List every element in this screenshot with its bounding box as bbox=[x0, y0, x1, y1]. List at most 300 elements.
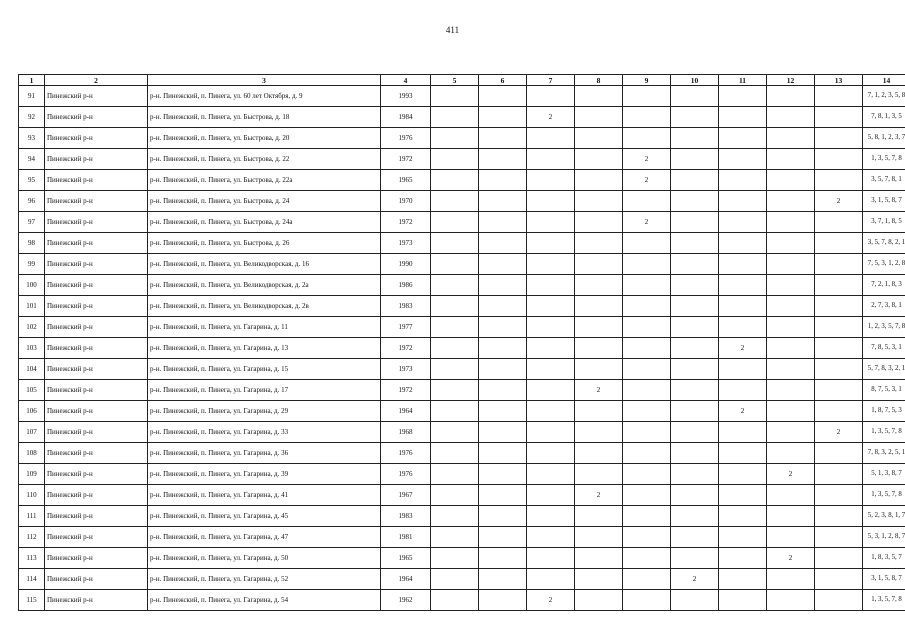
row-number: 107 bbox=[19, 422, 45, 443]
mark-cell-col-6 bbox=[479, 401, 527, 422]
mark-cell-col-10 bbox=[671, 359, 719, 380]
year-cell: 1965 bbox=[381, 170, 431, 191]
year-cell: 1962 bbox=[381, 590, 431, 611]
mark-cell-col-7 bbox=[527, 170, 575, 191]
mark-cell-col-12 bbox=[767, 107, 815, 128]
mark-cell-col-6 bbox=[479, 212, 527, 233]
mark-cell-col-8 bbox=[575, 128, 623, 149]
sequence-cell: 3, 5, 7, 8, 1 bbox=[863, 170, 905, 191]
mark-cell-col-5 bbox=[431, 275, 479, 296]
mark-cell-col-10 bbox=[671, 254, 719, 275]
table-row bbox=[19, 128, 905, 149]
table-row bbox=[19, 464, 905, 485]
table-row bbox=[19, 296, 905, 317]
table-row bbox=[19, 401, 905, 422]
mark-cell-col-11 bbox=[719, 86, 767, 107]
mark-cell-col-6 bbox=[479, 128, 527, 149]
mark-cell-col-9 bbox=[623, 590, 671, 611]
address-cell: р-н. Пинежский, п. Пинега, ул. Гагарина, д. 47 bbox=[148, 527, 381, 548]
table-row bbox=[19, 86, 905, 107]
sequence-cell: 1, 2, 3, 5, 7, 8 bbox=[863, 317, 905, 338]
mark-cell-col-7 bbox=[527, 296, 575, 317]
mark-cell-col-9 bbox=[623, 128, 671, 149]
table-row bbox=[19, 149, 905, 170]
address-cell: р-н. Пинежский, п. Пинега, ул. Быстрова, д. 24а bbox=[148, 212, 381, 233]
district-cell: Пинежский р-н bbox=[45, 254, 148, 275]
table-row bbox=[19, 506, 905, 527]
mark-cell-col-9 bbox=[623, 107, 671, 128]
mark-cell-col-13 bbox=[815, 527, 863, 548]
mark-cell-col-10 bbox=[671, 443, 719, 464]
year-cell: 1972 bbox=[381, 380, 431, 401]
mark-cell-col-10 bbox=[671, 212, 719, 233]
district-cell: Пинежский р-н bbox=[45, 359, 148, 380]
mark-cell-col-12 bbox=[767, 86, 815, 107]
mark-cell-col-9 bbox=[623, 359, 671, 380]
column-header-6: 6 bbox=[479, 75, 527, 86]
mark-cell-col-8 bbox=[575, 212, 623, 233]
mark-cell-col-12 bbox=[767, 275, 815, 296]
mark-cell-col-13: 2 bbox=[815, 422, 863, 443]
mark-cell-col-8 bbox=[575, 107, 623, 128]
district-cell: Пинежский р-н bbox=[45, 170, 148, 191]
mark-cell-col-13 bbox=[815, 170, 863, 191]
mark-cell-col-5 bbox=[431, 317, 479, 338]
mark-cell-col-6 bbox=[479, 380, 527, 401]
mark-cell-col-13 bbox=[815, 212, 863, 233]
sequence-cell: 7, 8, 3, 2, 5, 1 bbox=[863, 443, 905, 464]
mark-cell-col-5 bbox=[431, 464, 479, 485]
mark-cell-col-6 bbox=[479, 338, 527, 359]
mark-cell-col-7 bbox=[527, 275, 575, 296]
mark-cell-col-13 bbox=[815, 275, 863, 296]
column-header-1: 1 bbox=[19, 75, 45, 86]
column-header-11: 11 bbox=[719, 75, 767, 86]
sequence-cell: 5, 1, 3, 8, 7 bbox=[863, 464, 905, 485]
sequence-cell: 1, 3, 5, 7, 8 bbox=[863, 485, 905, 506]
mark-cell-col-12 bbox=[767, 359, 815, 380]
mark-cell-col-10 bbox=[671, 170, 719, 191]
year-cell: 1983 bbox=[381, 296, 431, 317]
address-cell: р-н. Пинежский, п. Пинега, ул. Быстрова, д. 20 bbox=[148, 128, 381, 149]
mark-cell-col-10 bbox=[671, 422, 719, 443]
mark-cell-col-12 bbox=[767, 527, 815, 548]
mark-cell-col-8 bbox=[575, 149, 623, 170]
mark-cell-col-11 bbox=[719, 380, 767, 401]
mark-cell-col-10 bbox=[671, 338, 719, 359]
mark-cell-col-6 bbox=[479, 170, 527, 191]
district-cell: Пинежский р-н bbox=[45, 443, 148, 464]
district-cell: Пинежский р-н bbox=[45, 338, 148, 359]
mark-cell-col-11 bbox=[719, 569, 767, 590]
row-number: 111 bbox=[19, 506, 45, 527]
mark-cell-col-7 bbox=[527, 569, 575, 590]
mark-cell-col-9: 2 bbox=[623, 212, 671, 233]
mark-cell-col-10 bbox=[671, 548, 719, 569]
mark-cell-col-7: 2 bbox=[527, 590, 575, 611]
table-row bbox=[19, 359, 905, 380]
row-number: 100 bbox=[19, 275, 45, 296]
sequence-cell: 3, 5, 7, 8, 2, 1 bbox=[863, 233, 905, 254]
mark-cell-col-8 bbox=[575, 590, 623, 611]
year-cell: 1973 bbox=[381, 359, 431, 380]
mark-cell-col-8 bbox=[575, 401, 623, 422]
mark-cell-col-11: 2 bbox=[719, 338, 767, 359]
mark-cell-col-6 bbox=[479, 296, 527, 317]
mark-cell-col-7 bbox=[527, 191, 575, 212]
mark-cell-col-7 bbox=[527, 317, 575, 338]
mark-cell-col-5 bbox=[431, 338, 479, 359]
mark-cell-col-10 bbox=[671, 464, 719, 485]
mark-cell-col-9 bbox=[623, 338, 671, 359]
table-row bbox=[19, 191, 905, 212]
address-cell: р-н. Пинежский, п. Пинега, ул. Гагарина, д. 29 bbox=[148, 401, 381, 422]
mark-cell-col-5 bbox=[431, 506, 479, 527]
address-cell: р-н. Пинежский, п. Пинега, ул. Великодворская, д. 16 bbox=[148, 254, 381, 275]
mark-cell-col-9: 2 bbox=[623, 149, 671, 170]
row-number: 109 bbox=[19, 464, 45, 485]
mark-cell-col-9 bbox=[623, 380, 671, 401]
row-number: 94 bbox=[19, 149, 45, 170]
mark-cell-col-10 bbox=[671, 485, 719, 506]
mark-cell-col-11 bbox=[719, 359, 767, 380]
row-number: 98 bbox=[19, 233, 45, 254]
mark-cell-col-5 bbox=[431, 233, 479, 254]
address-cell: р-н. Пинежский, п. Пинега, ул. Гагарина, д. 11 bbox=[148, 317, 381, 338]
mark-cell-col-5 bbox=[431, 191, 479, 212]
mark-cell-col-8 bbox=[575, 422, 623, 443]
row-number: 113 bbox=[19, 548, 45, 569]
mark-cell-col-6 bbox=[479, 569, 527, 590]
mark-cell-col-10 bbox=[671, 149, 719, 170]
mark-cell-col-10 bbox=[671, 275, 719, 296]
year-cell: 1968 bbox=[381, 422, 431, 443]
address-cell: р-н. Пинежский, п. Пинега, ул. Гагарина, д. 41 bbox=[148, 485, 381, 506]
mark-cell-col-7 bbox=[527, 149, 575, 170]
mark-cell-col-13 bbox=[815, 233, 863, 254]
column-header-5: 5 bbox=[431, 75, 479, 86]
address-cell: р-н. Пинежский, п. Пинега, ул. Гагарина, д. 36 bbox=[148, 443, 381, 464]
mark-cell-col-12 bbox=[767, 317, 815, 338]
table-row bbox=[19, 254, 905, 275]
mark-cell-col-5 bbox=[431, 443, 479, 464]
mark-cell-col-8: 2 bbox=[575, 380, 623, 401]
mark-cell-col-9: 2 bbox=[623, 170, 671, 191]
mark-cell-col-10 bbox=[671, 86, 719, 107]
mark-cell-col-9 bbox=[623, 569, 671, 590]
mark-cell-col-9 bbox=[623, 275, 671, 296]
table-row bbox=[19, 380, 905, 401]
address-cell: р-н. Пинежский, п. Пинега, ул. Гагарина, д. 33 bbox=[148, 422, 381, 443]
address-cell: р-н. Пинежский, п. Пинега, ул. Гагарина, д. 52 bbox=[148, 569, 381, 590]
year-cell: 1976 bbox=[381, 128, 431, 149]
mark-cell-col-12: 2 bbox=[767, 464, 815, 485]
mark-cell-col-11 bbox=[719, 506, 767, 527]
mark-cell-col-10 bbox=[671, 107, 719, 128]
year-cell: 1964 bbox=[381, 401, 431, 422]
address-cell: р-н. Пинежский, п. Пинега, ул. Великодворская, д. 2в bbox=[148, 296, 381, 317]
mark-cell-col-12 bbox=[767, 149, 815, 170]
mark-cell-col-11 bbox=[719, 107, 767, 128]
sequence-cell: 8, 7, 5, 3, 1 bbox=[863, 380, 905, 401]
mark-cell-col-12 bbox=[767, 422, 815, 443]
mark-cell-col-9 bbox=[623, 317, 671, 338]
address-cell: р-н. Пинежский, п. Пинега, ул. Гагарина, д. 39 bbox=[148, 464, 381, 485]
mark-cell-col-10: 2 bbox=[671, 569, 719, 590]
mark-cell-col-13 bbox=[815, 296, 863, 317]
mark-cell-col-5 bbox=[431, 212, 479, 233]
district-cell: Пинежский р-н bbox=[45, 296, 148, 317]
column-header-7: 7 bbox=[527, 75, 575, 86]
district-cell: Пинежский р-н bbox=[45, 569, 148, 590]
table-row bbox=[19, 233, 905, 254]
column-header-12: 12 bbox=[767, 75, 815, 86]
mark-cell-col-8: 2 bbox=[575, 485, 623, 506]
row-number: 102 bbox=[19, 317, 45, 338]
mark-cell-col-7 bbox=[527, 401, 575, 422]
mark-cell-col-10 bbox=[671, 380, 719, 401]
row-number: 110 bbox=[19, 485, 45, 506]
row-number: 103 bbox=[19, 338, 45, 359]
mark-cell-col-13 bbox=[815, 338, 863, 359]
mark-cell-col-7 bbox=[527, 212, 575, 233]
mark-cell-col-13 bbox=[815, 548, 863, 569]
mark-cell-col-8 bbox=[575, 254, 623, 275]
mark-cell-col-8 bbox=[575, 275, 623, 296]
mark-cell-col-5 bbox=[431, 128, 479, 149]
mark-cell-col-5 bbox=[431, 527, 479, 548]
year-cell: 1981 bbox=[381, 527, 431, 548]
table-body bbox=[19, 86, 905, 611]
district-cell: Пинежский р-н bbox=[45, 380, 148, 401]
mark-cell-col-11 bbox=[719, 527, 767, 548]
mark-cell-col-6 bbox=[479, 506, 527, 527]
sequence-cell: 1, 8, 3, 5, 7 bbox=[863, 548, 905, 569]
mark-cell-col-10 bbox=[671, 296, 719, 317]
mark-cell-col-11 bbox=[719, 149, 767, 170]
mark-cell-col-8 bbox=[575, 296, 623, 317]
mark-cell-col-5 bbox=[431, 254, 479, 275]
mark-cell-col-8 bbox=[575, 548, 623, 569]
mark-cell-col-12: 2 bbox=[767, 548, 815, 569]
mark-cell-col-10 bbox=[671, 401, 719, 422]
mark-cell-col-6 bbox=[479, 464, 527, 485]
mark-cell-col-5 bbox=[431, 485, 479, 506]
mark-cell-col-9 bbox=[623, 296, 671, 317]
table-row bbox=[19, 569, 905, 590]
row-number: 91 bbox=[19, 86, 45, 107]
year-cell: 1965 bbox=[381, 548, 431, 569]
mark-cell-col-11 bbox=[719, 275, 767, 296]
mark-cell-col-11 bbox=[719, 422, 767, 443]
mark-cell-col-11 bbox=[719, 464, 767, 485]
mark-cell-col-8 bbox=[575, 317, 623, 338]
mark-cell-col-8 bbox=[575, 443, 623, 464]
mark-cell-col-11 bbox=[719, 212, 767, 233]
mark-cell-col-5 bbox=[431, 569, 479, 590]
mark-cell-col-5 bbox=[431, 401, 479, 422]
sequence-cell: 7, 1, 2, 3, 5, 8 bbox=[863, 86, 905, 107]
table-row bbox=[19, 170, 905, 191]
table-row bbox=[19, 275, 905, 296]
table-row bbox=[19, 107, 905, 128]
address-cell: р-н. Пинежский, п. Пинега, ул. Гагарина, д. 13 bbox=[148, 338, 381, 359]
mark-cell-col-7 bbox=[527, 443, 575, 464]
mark-cell-col-13 bbox=[815, 359, 863, 380]
mark-cell-col-13: 2 bbox=[815, 191, 863, 212]
district-cell: Пинежский р-н bbox=[45, 464, 148, 485]
mark-cell-col-5 bbox=[431, 107, 479, 128]
column-header-8: 8 bbox=[575, 75, 623, 86]
sequence-cell: 7, 5, 3, 1, 2, 8 bbox=[863, 254, 905, 275]
mark-cell-col-12 bbox=[767, 401, 815, 422]
sequence-cell: 3, 7, 1, 8, 5 bbox=[863, 212, 905, 233]
sequence-cell: 5, 7, 8, 3, 2, 1 bbox=[863, 359, 905, 380]
mark-cell-col-5 bbox=[431, 422, 479, 443]
mark-cell-col-9 bbox=[623, 548, 671, 569]
mark-cell-col-7 bbox=[527, 548, 575, 569]
mark-cell-col-11 bbox=[719, 233, 767, 254]
mark-cell-col-7 bbox=[527, 464, 575, 485]
mark-cell-col-11 bbox=[719, 296, 767, 317]
mark-cell-col-13 bbox=[815, 569, 863, 590]
mark-cell-col-13 bbox=[815, 86, 863, 107]
address-cell: р-н. Пинежский, п. Пинега, ул. Быстрова, д. 22 bbox=[148, 149, 381, 170]
mark-cell-col-12 bbox=[767, 296, 815, 317]
register-table bbox=[18, 74, 905, 611]
column-header-10: 10 bbox=[671, 75, 719, 86]
mark-cell-col-11 bbox=[719, 548, 767, 569]
mark-cell-col-13 bbox=[815, 590, 863, 611]
mark-cell-col-6 bbox=[479, 191, 527, 212]
mark-cell-col-7 bbox=[527, 233, 575, 254]
mark-cell-col-6 bbox=[479, 107, 527, 128]
sequence-cell: 3, 1, 5, 8, 7 bbox=[863, 191, 905, 212]
address-cell: р-н. Пинежский, п. Пинега, ул. 60 лет Октября, д. 9 bbox=[148, 86, 381, 107]
row-number: 115 bbox=[19, 590, 45, 611]
district-cell: Пинежский р-н bbox=[45, 527, 148, 548]
year-cell: 1993 bbox=[381, 86, 431, 107]
mark-cell-col-11 bbox=[719, 443, 767, 464]
mark-cell-col-7 bbox=[527, 527, 575, 548]
mark-cell-col-7 bbox=[527, 86, 575, 107]
address-cell: р-н. Пинежский, п. Пинега, ул. Великодворская, д. 2а bbox=[148, 275, 381, 296]
mark-cell-col-12 bbox=[767, 191, 815, 212]
district-cell: Пинежский р-н bbox=[45, 128, 148, 149]
mark-cell-col-6 bbox=[479, 590, 527, 611]
table-row bbox=[19, 443, 905, 464]
year-cell: 1976 bbox=[381, 464, 431, 485]
sequence-cell: 1, 3, 5, 7, 8 bbox=[863, 590, 905, 611]
year-cell: 1967 bbox=[381, 485, 431, 506]
mark-cell-col-6 bbox=[479, 422, 527, 443]
mark-cell-col-12 bbox=[767, 569, 815, 590]
mark-cell-col-12 bbox=[767, 380, 815, 401]
district-cell: Пинежский р-н bbox=[45, 317, 148, 338]
mark-cell-col-10 bbox=[671, 128, 719, 149]
row-number: 106 bbox=[19, 401, 45, 422]
header-row bbox=[19, 75, 905, 86]
mark-cell-col-6 bbox=[479, 527, 527, 548]
mark-cell-col-9 bbox=[623, 485, 671, 506]
sequence-cell: 2, 7, 3, 8, 1 bbox=[863, 296, 905, 317]
mark-cell-col-11 bbox=[719, 170, 767, 191]
mark-cell-col-8 bbox=[575, 338, 623, 359]
mark-cell-col-11 bbox=[719, 590, 767, 611]
row-number: 114 bbox=[19, 569, 45, 590]
mark-cell-col-7 bbox=[527, 359, 575, 380]
row-number: 95 bbox=[19, 170, 45, 191]
mark-cell-col-13 bbox=[815, 485, 863, 506]
mark-cell-col-9 bbox=[623, 191, 671, 212]
year-cell: 1973 bbox=[381, 233, 431, 254]
mark-cell-col-6 bbox=[479, 275, 527, 296]
mark-cell-col-13 bbox=[815, 128, 863, 149]
mark-cell-col-13 bbox=[815, 317, 863, 338]
mark-cell-col-7 bbox=[527, 128, 575, 149]
mark-cell-col-9 bbox=[623, 464, 671, 485]
mark-cell-col-9 bbox=[623, 254, 671, 275]
mark-cell-col-5 bbox=[431, 380, 479, 401]
address-cell: р-н. Пинежский, п. Пинега, ул. Быстрова, д. 26 bbox=[148, 233, 381, 254]
column-header-9: 9 bbox=[623, 75, 671, 86]
mark-cell-col-7 bbox=[527, 254, 575, 275]
mark-cell-col-6 bbox=[479, 317, 527, 338]
mark-cell-col-11 bbox=[719, 254, 767, 275]
sequence-cell: 5, 2, 3, 8, 1, 7 bbox=[863, 506, 905, 527]
year-cell: 1983 bbox=[381, 506, 431, 527]
table-row bbox=[19, 527, 905, 548]
mark-cell-col-13 bbox=[815, 401, 863, 422]
mark-cell-col-5 bbox=[431, 86, 479, 107]
mark-cell-col-6 bbox=[479, 359, 527, 380]
year-cell: 1984 bbox=[381, 107, 431, 128]
mark-cell-col-12 bbox=[767, 443, 815, 464]
mark-cell-col-6 bbox=[479, 86, 527, 107]
mark-cell-col-5 bbox=[431, 149, 479, 170]
mark-cell-col-12 bbox=[767, 128, 815, 149]
mark-cell-col-9 bbox=[623, 527, 671, 548]
mark-cell-col-12 bbox=[767, 506, 815, 527]
address-cell: р-н. Пинежский, п. Пинега, ул. Гагарина, д. 50 bbox=[148, 548, 381, 569]
mark-cell-col-11 bbox=[719, 128, 767, 149]
mark-cell-col-10 bbox=[671, 191, 719, 212]
sequence-cell: 1, 3, 5, 7, 8 bbox=[863, 422, 905, 443]
table-row bbox=[19, 317, 905, 338]
address-cell: р-н. Пинежский, п. Пинега, ул. Гагарина, д. 15 bbox=[148, 359, 381, 380]
address-cell: р-н. Пинежский, п. Пинега, ул. Гагарина, д. 54 bbox=[148, 590, 381, 611]
mark-cell-col-13 bbox=[815, 380, 863, 401]
address-cell: р-н. Пинежский, п. Пинега, ул. Быстрова, д. 22а bbox=[148, 170, 381, 191]
sequence-cell: 3, 1, 5, 8, 7 bbox=[863, 569, 905, 590]
year-cell: 1977 bbox=[381, 317, 431, 338]
mark-cell-col-9 bbox=[623, 86, 671, 107]
mark-cell-col-5 bbox=[431, 296, 479, 317]
mark-cell-col-12 bbox=[767, 233, 815, 254]
column-header-3: 3 bbox=[148, 75, 381, 86]
column-header-13: 13 bbox=[815, 75, 863, 86]
row-number: 92 bbox=[19, 107, 45, 128]
mark-cell-col-8 bbox=[575, 359, 623, 380]
mark-cell-col-8 bbox=[575, 191, 623, 212]
sequence-cell: 1, 3, 5, 7, 8 bbox=[863, 149, 905, 170]
table-row bbox=[19, 338, 905, 359]
mark-cell-col-7 bbox=[527, 422, 575, 443]
mark-cell-col-8 bbox=[575, 506, 623, 527]
table-row bbox=[19, 212, 905, 233]
year-cell: 1964 bbox=[381, 569, 431, 590]
mark-cell-col-9 bbox=[623, 233, 671, 254]
